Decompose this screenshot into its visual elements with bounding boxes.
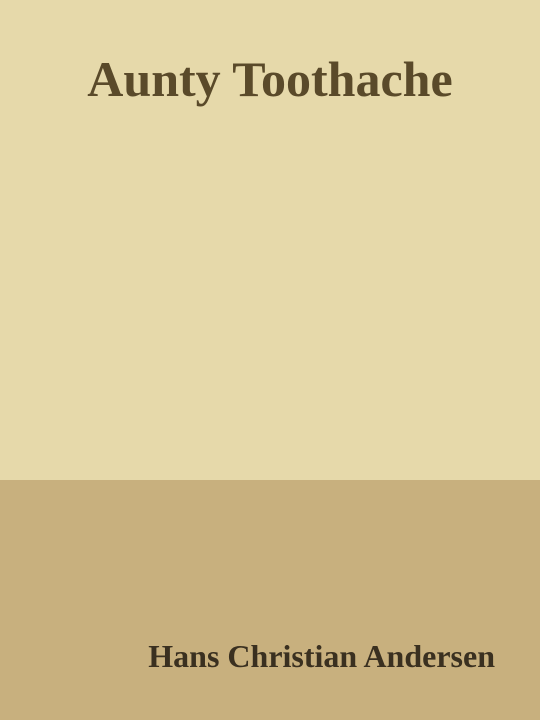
cover-bottom-panel <box>0 480 540 720</box>
book-title: Aunty Toothache <box>87 51 453 107</box>
book-author: Hans Christian Andersen <box>148 638 495 674</box>
